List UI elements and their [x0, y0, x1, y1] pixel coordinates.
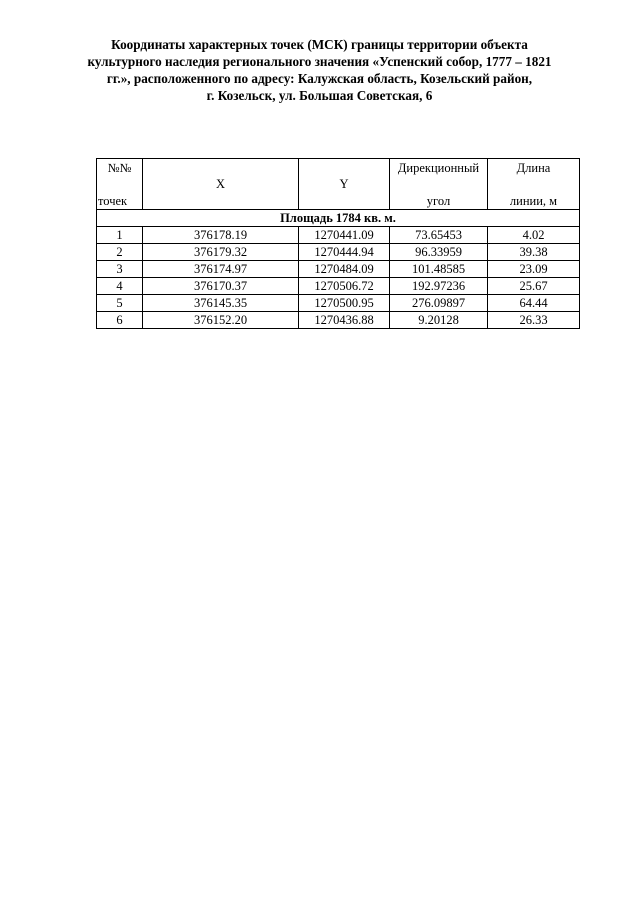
cell-x-value: 376179.32: [143, 244, 299, 261]
cell-y-value: 1270506.72: [299, 278, 390, 295]
table-row: [97, 278, 580, 295]
title-line-3: гг.», расположенного по адресу: Калужская область, Козельский район,: [106, 71, 533, 86]
table-body: [97, 227, 580, 329]
coordinates-table: [96, 158, 580, 329]
cell-point-number: 2: [97, 244, 143, 261]
title-line-4: г. Козельск, ул. Большая Советская, 6: [206, 88, 433, 103]
cell-point-number: 4: [97, 278, 143, 295]
cell-point-number: 5: [97, 295, 143, 312]
header-point-number: №№ точек: [97, 159, 143, 210]
table-row: [97, 227, 580, 244]
header-x: X: [143, 159, 299, 210]
cell-line-length: 4.02: [488, 227, 580, 244]
cell-y-value: 1270500.95: [299, 295, 390, 312]
header-y: Y: [299, 159, 390, 210]
cell-line-length: 64.44: [488, 295, 580, 312]
cell-line-length: 39.38: [488, 244, 580, 261]
table-row: [97, 295, 580, 312]
cell-direction-angle: 96.33959: [390, 244, 488, 261]
cell-direction-angle: 276.09897: [390, 295, 488, 312]
document-title: [40, 36, 599, 104]
cell-y-value: 1270436.88: [299, 312, 390, 329]
cell-x-value: 376174.97: [143, 261, 299, 278]
cell-y-value: 1270444.94: [299, 244, 390, 261]
title-line-1: Координаты характерных точек (МСК) границы территории объекта: [111, 37, 528, 52]
cell-x-value: 376145.35: [143, 295, 299, 312]
table-row: [97, 244, 580, 261]
cell-y-value: 1270484.09: [299, 261, 390, 278]
title-line-2: культурного наследия регионального значения «Успенский собор, 1777 – 1821: [87, 54, 552, 69]
cell-point-number: 3: [97, 261, 143, 278]
area-row: [97, 210, 580, 227]
table-row: [97, 312, 580, 329]
cell-direction-angle: 9.20128: [390, 312, 488, 329]
cell-line-length: 25.67: [488, 278, 580, 295]
cell-direction-angle: 101.48585: [390, 261, 488, 278]
cell-point-number: 6: [97, 312, 143, 329]
cell-y-value: 1270441.09: [299, 227, 390, 244]
header-direction-angle: Дирекционный угол: [390, 159, 488, 210]
table-header-row: [97, 159, 580, 210]
area-label: Площадь 1784 кв. м.: [97, 210, 580, 227]
table-row: [97, 261, 580, 278]
header-line-length: Длина линии, м: [488, 159, 580, 210]
cell-point-number: 1: [97, 227, 143, 244]
cell-line-length: 23.09: [488, 261, 580, 278]
cell-direction-angle: 73.65453: [390, 227, 488, 244]
cell-x-value: 376170.37: [143, 278, 299, 295]
cell-x-value: 376178.19: [143, 227, 299, 244]
cell-direction-angle: 192.97236: [390, 278, 488, 295]
cell-line-length: 26.33: [488, 312, 580, 329]
cell-x-value: 376152.20: [143, 312, 299, 329]
